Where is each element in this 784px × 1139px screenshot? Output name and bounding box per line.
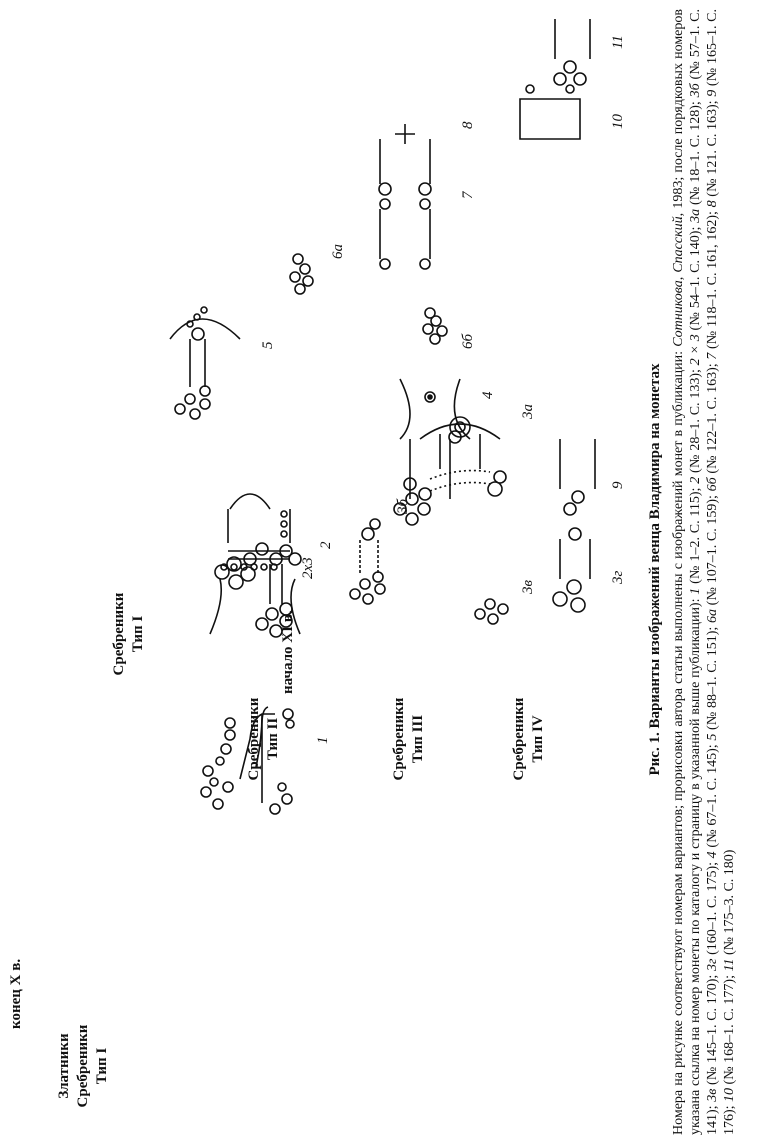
- caption-ref-number: 5: [705, 733, 720, 741]
- caption-ref-number: 3в: [705, 1088, 720, 1102]
- caption-ref-text: (№ 165–1. С. 176);: [705, 9, 737, 1135]
- crown-variant-3b: [350, 519, 385, 604]
- crown-variant-1: [201, 707, 294, 814]
- row-label-line: Сребреники: [246, 697, 262, 781]
- caption-ref-text: (№ 54–1. С. 140);: [688, 222, 703, 335]
- variant-number-5: 5: [260, 341, 276, 349]
- caption-ref-number: 9: [705, 89, 720, 97]
- crown-variant-3v: [475, 599, 508, 624]
- caption-ref-text: (№ 175–3. С. 180): [722, 849, 737, 959]
- caption-ref-number: 6а: [705, 609, 720, 624]
- caption-ref-number: 10: [722, 1087, 737, 1102]
- row-label-line: Тип I: [130, 615, 146, 653]
- caption-ref-number: 4: [705, 851, 720, 859]
- period-label-early-11th: начало XI в.: [280, 610, 296, 694]
- caption-ref-text: (№ 28–1. С. 133);: [688, 365, 703, 477]
- crown-variant-5: [170, 307, 240, 419]
- crown-variant-2: [210, 494, 301, 634]
- caption-ref-number: 6б: [705, 477, 720, 492]
- row-label-line: Сребреники: [391, 697, 407, 781]
- caption-ref-text: (№ 145–1. С. 170);: [705, 971, 720, 1089]
- row-label-line: Сребреники: [111, 592, 127, 676]
- variant-number-3a: 3а: [520, 404, 536, 419]
- variant-number-9: 9: [610, 481, 626, 489]
- caption-ref-text: (№ 18–1. С. 128);: [688, 97, 703, 209]
- row-label-line: Тип II: [265, 717, 281, 761]
- row-label-line: Тип III: [410, 714, 426, 764]
- caption-ref-text: (№ 122–1. С. 163);: [705, 359, 720, 478]
- variant-number-2x3: 2х3: [300, 557, 316, 579]
- row-label-line: Сребреники: [511, 697, 527, 781]
- crown-variant-7: [380, 199, 430, 269]
- crown-variant-11: [554, 19, 590, 85]
- variant-number-3b: 3б: [395, 498, 411, 514]
- caption-ref-number: 8: [705, 200, 720, 208]
- caption-ref-number: 3г: [705, 958, 720, 972]
- caption-ref-number: 2 × 3: [688, 334, 703, 366]
- caption-ref-text: (№ 168–1. С. 177);: [722, 971, 737, 1088]
- crown-variant-6b: [423, 308, 447, 344]
- row-label-line: Сребреники: [75, 1024, 91, 1108]
- caption-ref-text: (№ 107–1. С. 159);: [705, 491, 720, 610]
- crown-variant-6a: [290, 254, 313, 294]
- variant-number-6a: 6а: [330, 244, 346, 259]
- variant-number-7: 7: [460, 191, 476, 199]
- crown-variant-3g: [553, 528, 590, 612]
- figure-caption: [670, 9, 738, 1135]
- caption-ref-text: (№ 88–1. С. 151);: [705, 623, 720, 734]
- figure-title: Рис. 1. Варианты изображений венца Владимира на монетах: [647, 363, 663, 776]
- period-label-late-10th: конец X в.: [8, 958, 24, 1029]
- variant-number-6b: 6б: [460, 333, 476, 349]
- row-label-line: Златники: [56, 1033, 72, 1099]
- variant-number-2: 2: [318, 541, 334, 549]
- caption-authors: Сотникова, Спасский,: [671, 212, 686, 347]
- crown-variant-9: [560, 439, 595, 515]
- caption-ref-text: (№ 118–1. С. 161, 162);: [705, 207, 720, 353]
- caption-text: Номера на рисунке соответствуют номерам вариантов; прорисовки автора статьи выполнены с изображений монет в публикации:: [671, 346, 686, 1135]
- caption-ref-number: 1: [688, 587, 703, 595]
- row-label-line: Тип I: [94, 1047, 110, 1085]
- variant-number-3g: 3г: [610, 570, 626, 584]
- caption-text: 1983; после порядковых номеров указана ссылка на номер монеты по каталогу и страницу в указанной выше публикации):: [671, 8, 703, 1135]
- variant-number-4: 4: [480, 391, 496, 399]
- crown-variant-10: [520, 85, 580, 139]
- variant-number-10: 10: [610, 114, 626, 129]
- caption-ref-text: (№ 57–1. С. 141);: [688, 9, 720, 1135]
- caption-ref-text: (160–1. С. 175);: [705, 858, 720, 959]
- caption-ref-text: (№ 121. С. 163);: [705, 96, 720, 201]
- variant-number-3v: 3в: [520, 579, 536, 594]
- caption-ref-number: 2: [688, 476, 703, 484]
- crown-variant-4: [400, 379, 470, 499]
- variant-number-1: 1: [315, 736, 331, 744]
- caption-ref-number: 3а: [688, 208, 703, 223]
- variant-number-8: 8: [460, 121, 476, 129]
- row-label-line: Тип IV: [530, 715, 546, 763]
- caption-ref-text: (№ 1–2. С. 115);: [688, 483, 703, 588]
- caption-ref-number: 3б: [688, 83, 703, 98]
- variant-number-11: 11: [610, 35, 626, 49]
- caption-ref-number: 11: [722, 958, 737, 972]
- crown-variant-8: [379, 124, 431, 195]
- caption-ref-number: 7: [705, 352, 720, 360]
- caption-ref-text: (№ 67–1. С. 145);: [705, 740, 720, 852]
